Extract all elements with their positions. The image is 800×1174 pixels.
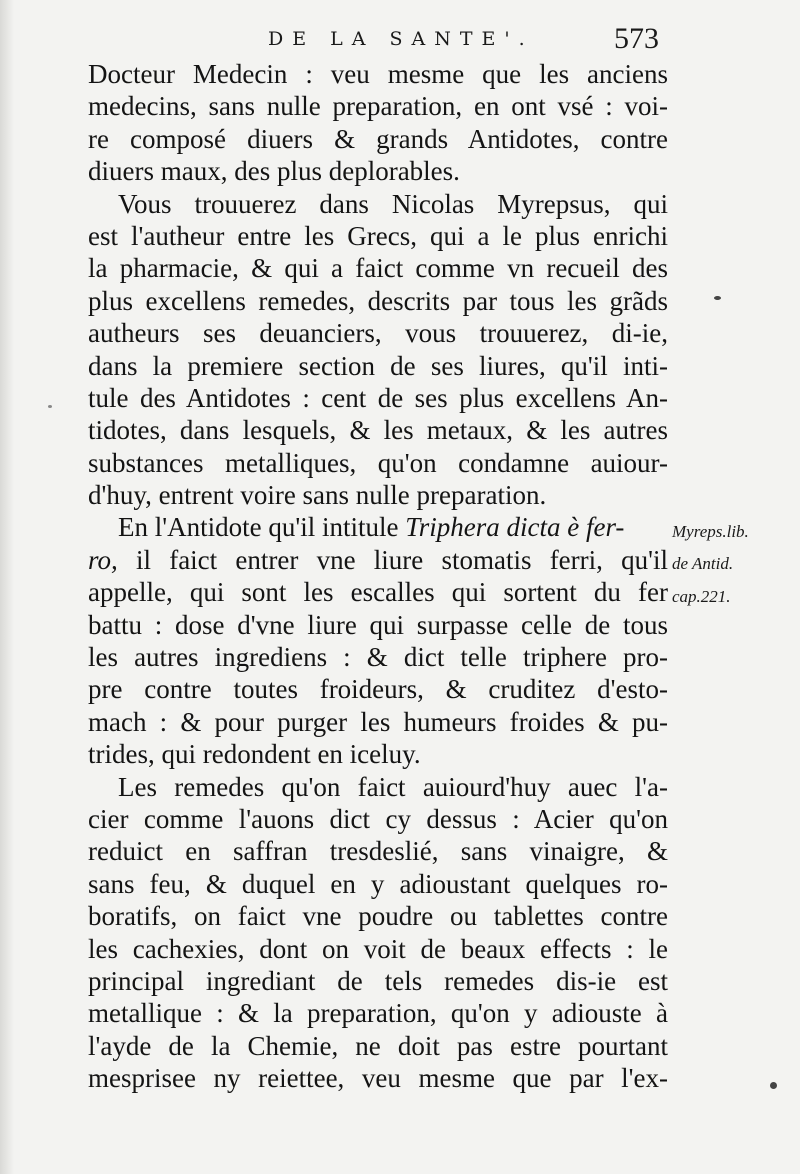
text-line: sans feu, & duquel en y adioustant quelques ro-	[88, 868, 668, 899]
running-title: DE LA SANTE'.	[268, 28, 534, 50]
paragraph-start-line: Vous trouuerez dans Nicolas Myrepsus, qui	[118, 188, 668, 219]
margin-note-line: Myreps.lib.	[672, 522, 749, 541]
text-line: est l'autheur entre les Grecs, qui a le plus enrichi	[88, 220, 668, 251]
text-line: tule des Antidotes : cent de ses plus excellens An-	[88, 382, 668, 413]
text-line: mach : & pour purger les humeurs froides & pu-	[88, 706, 668, 737]
text-run: En l'Antidote qu'il intitule	[118, 512, 406, 543]
italic-title-end: ro,	[88, 544, 118, 575]
text-line: metallique : & la preparation, qu'on y adiouste à	[88, 998, 668, 1029]
text-line: trides, qui redondent en iceluy.	[88, 739, 421, 770]
ink-speck	[770, 1082, 777, 1089]
ink-speck	[714, 296, 721, 300]
margin-note	[672, 516, 792, 613]
text-line: cier comme l'auons dict cy dessus : Acier qu'on	[88, 803, 668, 834]
text-line: substances metalliques, qu'on condamne auiour-	[88, 447, 668, 478]
text-line: d'huy, entrent voire sans nulle preparation.	[88, 480, 547, 511]
margin-note-line: de Antid.	[672, 554, 734, 574]
text-line: appelle, qui sont les escalles qui sortent du fer	[88, 577, 668, 608]
text-line: dans la premiere section de ses liures, qu'il inti-	[88, 350, 668, 381]
binding-shadow	[0, 0, 14, 1174]
text-line: medecins, sans nulle preparation, en ont vsé : voi-	[88, 91, 668, 122]
italic-title: Triphera dicta è fer-	[405, 512, 625, 543]
text-line: plus excellens remedes, descrits par tous les grãds	[88, 285, 668, 316]
text-line: reduict en saffran tresdeslié, sans vinaigre, &	[88, 836, 668, 867]
text-line: re composé diuers & grands Antidotes, contre	[88, 123, 668, 154]
page-number: 573	[614, 22, 659, 55]
text-line: les cachexies, dont on voit de beaux effects : le	[88, 933, 668, 964]
text-line: la pharmacie, & qui a faict comme vn recueil des	[88, 253, 668, 284]
text-line	[88, 544, 668, 576]
text-line: les autres ingrediens : & dict telle triphere pro-	[88, 642, 668, 673]
paragraph-start-line	[88, 511, 668, 543]
text-line: battu : dose d'vne liure qui surpasse celle de tous	[88, 609, 668, 640]
text-run: il faict entrer vne liure stomatis ferri, qu'il	[117, 544, 668, 575]
text-line: l'ayde de la Chemie, ne doit pas estre pourtant	[88, 1030, 668, 1061]
text-line: diuers maux, des plus deplorables.	[88, 156, 460, 187]
text-line: tidotes, dans lesquels, & les metaux, & les autres	[88, 415, 668, 446]
ink-speck	[48, 405, 52, 408]
text-line: pre contre toutes froideurs, & cruditez d'esto-	[88, 674, 668, 705]
text-line: Docteur Medecin : veu mesme que les anciens	[88, 59, 668, 89]
paragraph-start-line: Les remedes qu'on faict auiourd'huy auec l'a-	[118, 771, 668, 802]
text-line: principal ingrediant de tels remedes dis-ie est	[88, 965, 668, 996]
margin-note-line: cap.221.	[672, 586, 731, 606]
text-line: autheurs ses deuanciers, vous trouuerez, di-ie,	[88, 318, 668, 349]
body-text	[88, 58, 668, 1095]
text-line: boratifs, on faict vne poudre ou tablettes contre	[88, 901, 668, 932]
text-line: mesprisee ny reiettee, veu mesme que par l'ex-	[88, 1063, 668, 1094]
